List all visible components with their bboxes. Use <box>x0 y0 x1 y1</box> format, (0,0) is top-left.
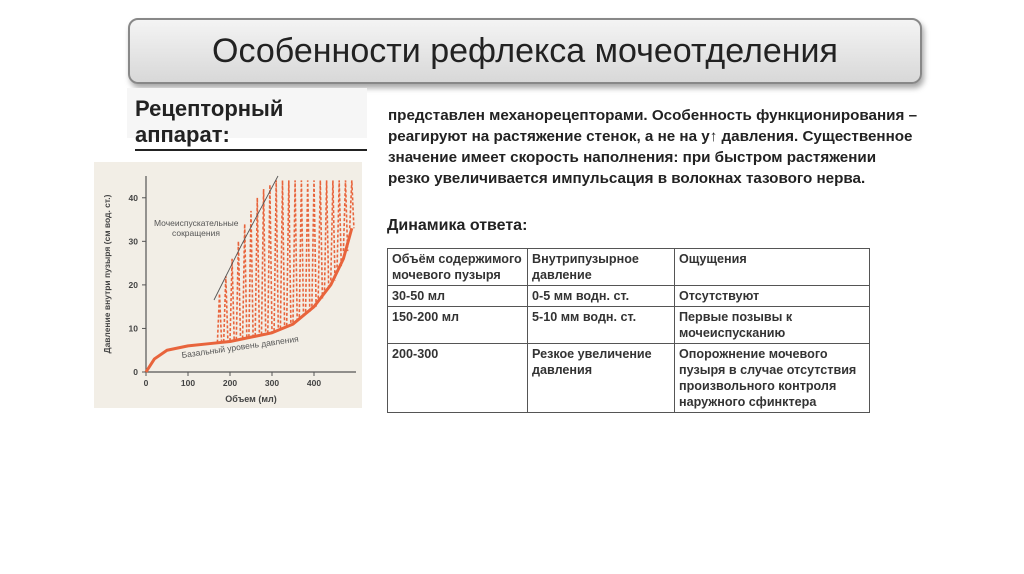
table-cell: 30-50 мл <box>388 286 528 307</box>
annotation-contractions: Мочеиспускательные сокращения <box>154 218 239 238</box>
header-cell: Ощущения <box>675 249 870 286</box>
receptor-label: Рецепторный аппарат: <box>135 96 367 148</box>
y-tick-label: 10 <box>128 323 138 334</box>
table-cell: 200-300 <box>388 344 528 413</box>
contraction-spike <box>337 180 341 267</box>
table-cell: 5-10 мм водн. ст. <box>528 307 675 344</box>
receptor-box <box>127 88 367 147</box>
header-cell: Объём содержимого мочевого пузыря <box>388 249 528 286</box>
y-tick-label: 0 <box>133 367 138 377</box>
header-cell: Внутрипузырное давление <box>528 249 675 286</box>
contraction-spike <box>318 180 322 298</box>
x-tick-label: 400 <box>306 378 322 388</box>
contraction-spike <box>230 259 234 341</box>
y-axis-label: Давление внутри пузыря (см вод. ст.) <box>102 194 112 354</box>
contraction-spike <box>331 180 335 280</box>
contraction-spike <box>312 180 316 306</box>
contraction-spike <box>262 189 266 334</box>
x-axis-label: Объем (мл) <box>225 394 277 404</box>
contraction-spike <box>268 185 272 334</box>
contraction-spike <box>224 276 228 342</box>
dynamics-label: Динамика ответа: <box>387 217 528 234</box>
x-tick-label: 0 <box>143 378 149 388</box>
x-tick-label: 300 <box>264 378 280 388</box>
contraction-spike <box>287 180 291 325</box>
annotation-basal: Базальный уровень давления <box>180 333 300 360</box>
title-bar <box>128 18 922 84</box>
contraction-spike <box>350 180 354 228</box>
table-cell: Резкое увеличение давления <box>528 344 675 413</box>
table-header-row <box>388 249 870 286</box>
table-cell: Первые позывы к мочеиспусканию <box>675 307 870 344</box>
y-tick-label: 30 <box>128 236 138 247</box>
chart-svg <box>94 162 362 408</box>
table-row <box>388 307 870 344</box>
contraction-spike <box>236 241 240 339</box>
contraction-spike <box>217 294 221 343</box>
annotation-pointer <box>242 176 278 244</box>
contraction-spike <box>325 180 329 290</box>
contraction-spike <box>306 180 310 312</box>
y-tick-label: 20 <box>128 279 138 290</box>
pressure-volume-chart <box>94 162 362 408</box>
response-table <box>387 248 870 413</box>
table-cell: Отсутствуют <box>675 286 870 307</box>
slide-title: Особенности рефлекса мочеотделения <box>212 32 838 70</box>
description-text: представлен механорецепторами. Особенность функционирования – реагируют на растяжение стенок, а не на у↑ давления. Существенное значение имеет скорость наполнения: при быстром растяжении резко увеличивается импульсация в волокнах тазового нерва. <box>388 107 918 187</box>
contraction-spike <box>299 180 303 317</box>
table-cell: Опорожнение мочевого пузыря в случае отсутствия произвольного контроля наружного сфинктера <box>675 344 870 413</box>
x-tick-label: 100 <box>180 378 196 388</box>
contraction-spike <box>274 180 278 331</box>
y-tick-label: 40 <box>128 192 138 203</box>
table-row <box>388 344 870 413</box>
table-row <box>388 286 870 307</box>
table-cell: 150-200 мл <box>388 307 528 344</box>
x-tick-label: 200 <box>222 378 238 388</box>
contraction-spike <box>280 180 284 328</box>
contraction-spike <box>293 180 297 322</box>
table-cell: 0-5 мм водн. ст. <box>528 286 675 307</box>
